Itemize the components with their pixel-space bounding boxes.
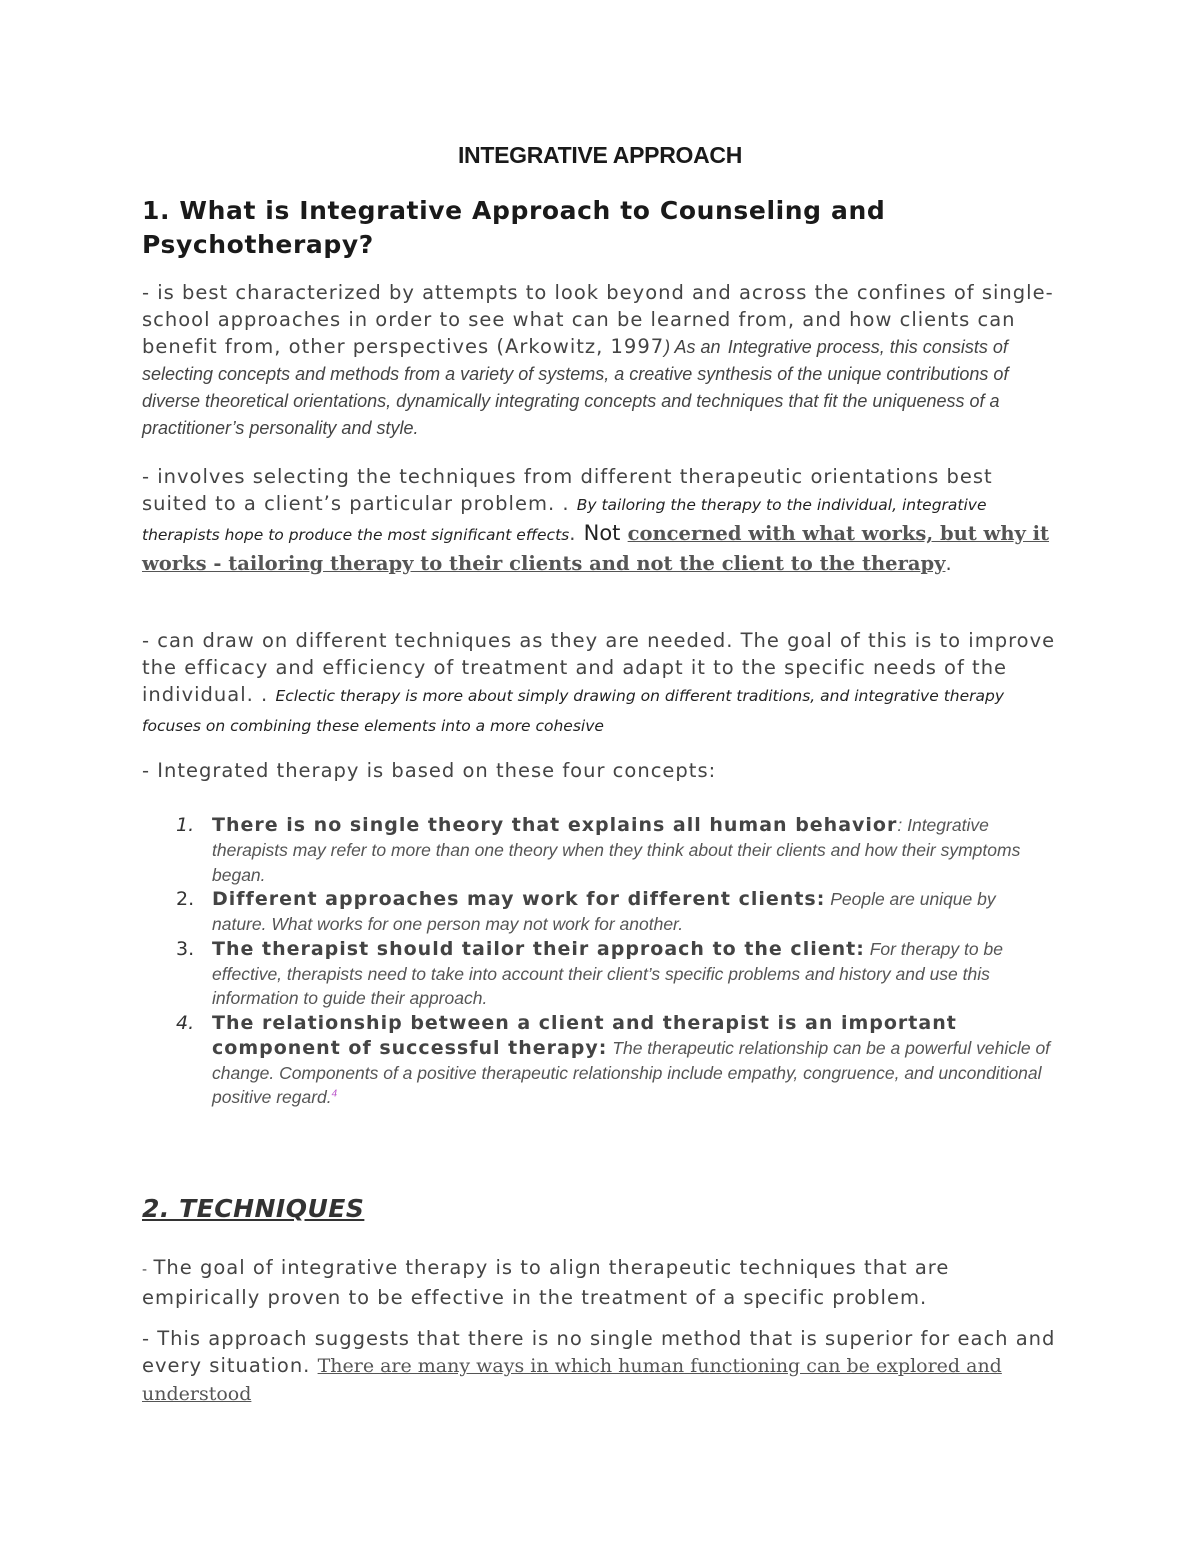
- s2p2-main: - This approach suggests that there is no single method that is superior for each and every situation.: [142, 1327, 1056, 1377]
- p2-not: Not: [583, 521, 621, 545]
- section-1-paragraph-2: [142, 463, 1057, 577]
- section-2-paragraph-2: [142, 1325, 1057, 1408]
- concept-number: 2.: [176, 888, 195, 910]
- concept-item: [172, 887, 1052, 937]
- p1-lead: - is: [142, 281, 183, 304]
- concept-item: [172, 937, 1052, 1011]
- document-title: INTEGRATIVE APPROACH: [457, 142, 743, 168]
- section-1-paragraph-3: [142, 627, 1057, 741]
- concept-separator: :: [897, 815, 908, 835]
- p2-main: - involves selecting the techniques from different therapeutic orientations best suited to a client’s particular problem. .: [142, 465, 993, 515]
- concept-heading: There is no single theory that explains all human behavior: [212, 814, 898, 836]
- concept-number: 1.: [176, 814, 195, 836]
- concepts-list: [172, 813, 1052, 1110]
- section-1-paragraph-4: - Integrated therapy is based on these four concepts:: [142, 759, 717, 782]
- section-2-heading: 2. TECHNIQUES: [142, 1194, 365, 1223]
- section-1-paragraph-1: [142, 279, 1057, 441]
- footnote-reference[interactable]: 4: [331, 1087, 338, 1100]
- concept-body: For therapy to be effective, therapists need to take into account their client’s specific problems and history and use this information to guide their approach.: [212, 938, 1003, 1008]
- p1-paren: ) As an: [664, 337, 721, 357]
- concept-body: The therapeutic relationship can be a powerful vehicle of change. Components of a positive therapeutic relationship include empathy, congruence, and unconditional positive regard.: [212, 1037, 1051, 1107]
- concept-body: People are unique by nature. What works for one person may not work for another.: [212, 889, 996, 934]
- p3-main: - can draw on different techniques as they are needed. The goal of this is to improve the efficacy and efficiency of treatment and adapt it to the specific needs of the individual. .: [142, 629, 1056, 706]
- concept-heading: The therapist should tailor their approach to the client:: [212, 937, 865, 960]
- concept-heading: Different approaches may work for different clients:: [212, 888, 826, 910]
- p2-underlined: concerned with what works, but why it works - tailoring therapy to their clients and not the client to the therapy: [142, 522, 1050, 575]
- p3-italic: Eclectic therapy is more about simply drawing on different traditions, and integrative therapy focuses on combining these elements into a more cohesive: [142, 687, 1005, 735]
- p1-italic: Integrative process, this consists of selecting concepts and methods from a variety of systems, a creative synthesis of the unique contributions of diverse theoretical orientations, dynamically integrating concepts and techniques that fit the uniqueness of a practitioner’s personality and style.: [142, 337, 1009, 438]
- concept-item: [172, 813, 1052, 887]
- p1-main: best characterized by attempts to look beyond and across the confines of single-school approaches in order to see what can be learned from, and how clients can benefit from, other perspectives (Arkowitz, 1997: [142, 281, 1054, 358]
- concept-item: [172, 1011, 1052, 1110]
- concept-body: Integrative therapists may refer to more than one theory when they think about their clients and how their symptoms began.: [212, 815, 1021, 885]
- p2-dot: .: [569, 522, 584, 545]
- section-1-heading: 1. What is Integrative Approach to Counseling and Psychotherapy?: [142, 196, 886, 259]
- s2p1-main: The goal of integrative therapy is to align therapeutic techniques that are empirically proven to be effective in the treatment of a specific problem.: [142, 1256, 950, 1309]
- concept-heading: The relationship between a client and therapist is an important component of successful therapy:: [212, 1011, 957, 1059]
- s2p1-dash: -: [142, 1262, 154, 1278]
- p2-end: .: [945, 552, 953, 575]
- concept-number: 4.: [176, 1011, 195, 1034]
- concept-number: 3.: [176, 937, 195, 960]
- p2-italic: By tailoring the therapy to the individual, integrative therapists hope to produce the most significant effects: [142, 496, 987, 544]
- section-2-paragraph-1: [142, 1254, 1057, 1311]
- s2p2-underlined: There are many ways in which human functioning can be explored and understood: [142, 1355, 1002, 1405]
